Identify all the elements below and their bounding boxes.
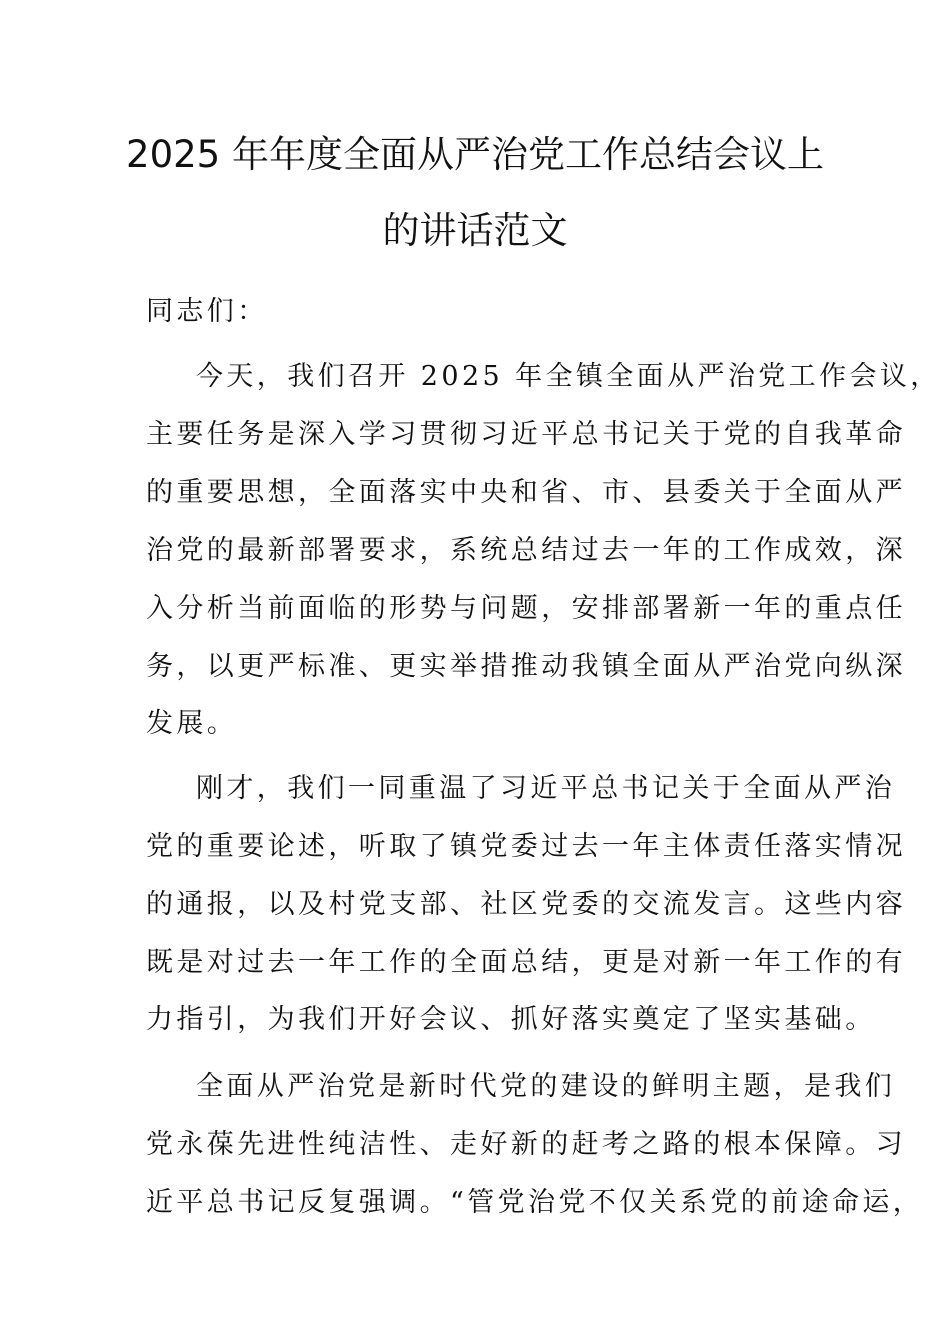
paragraph-2-line-5: 力指引，为我们开好会议、抓好落实奠定了坚实基础。 — [146, 1004, 876, 1035]
paragraph-1-line-7: 发展。 — [146, 708, 238, 739]
paragraph-3-line-1: 全面从严治党是新时代党的建设的鲜明主题，是我们 — [196, 1071, 896, 1102]
paragraph-3-line-2: 党永葆先进性纯洁性、走好新的赶考之路的根本保障。习 — [146, 1129, 906, 1160]
paragraph-3-line-3: 近平总书记反复强调。“管党治党不仅关系党的前途命运， — [146, 1187, 924, 1218]
paragraph-1-line-1: 今天，我们召开 2025 年全镇全面从严治党工作会议， — [196, 361, 941, 392]
paragraph-1-line-2: 主要任务是深入学习贯彻习近平总书记关于党的自我革命 — [146, 419, 906, 450]
paragraph-1-line-3: 的重要思想，全面落实中央和省、市、县委关于全面从严 — [146, 477, 906, 508]
salutation: 同志们： — [146, 296, 268, 327]
paragraph-1-line-6: 务，以更严标准、更实举措推动我镇全面从严治党向纵深 — [146, 651, 906, 682]
paragraph-1-line-5: 入分析当前面临的形势与问题，安排部署新一年的重点任 — [146, 593, 906, 624]
document-title-line-1: 2025 年年度全面从严治党工作总结会议上 — [126, 133, 824, 176]
paragraph-2-line-3: 的通报，以及村党支部、社区党委的交流发言。这些内容 — [146, 889, 906, 920]
paragraph-2-line-2: 党的重要论述，听取了镇党委过去一年主体责任落实情况 — [146, 831, 906, 862]
paragraph-2-line-1: 刚才，我们一同重温了习近平总书记关于全面从严治 — [196, 773, 896, 804]
paragraph-2-line-4: 既是对过去一年工作的全面总结，更是对新一年工作的有 — [146, 947, 906, 978]
document-title-line-2: 的讲话范文 — [382, 209, 568, 252]
paragraph-1-line-4: 治党的最新部署要求，系统总结过去一年的工作成效，深 — [146, 535, 906, 566]
